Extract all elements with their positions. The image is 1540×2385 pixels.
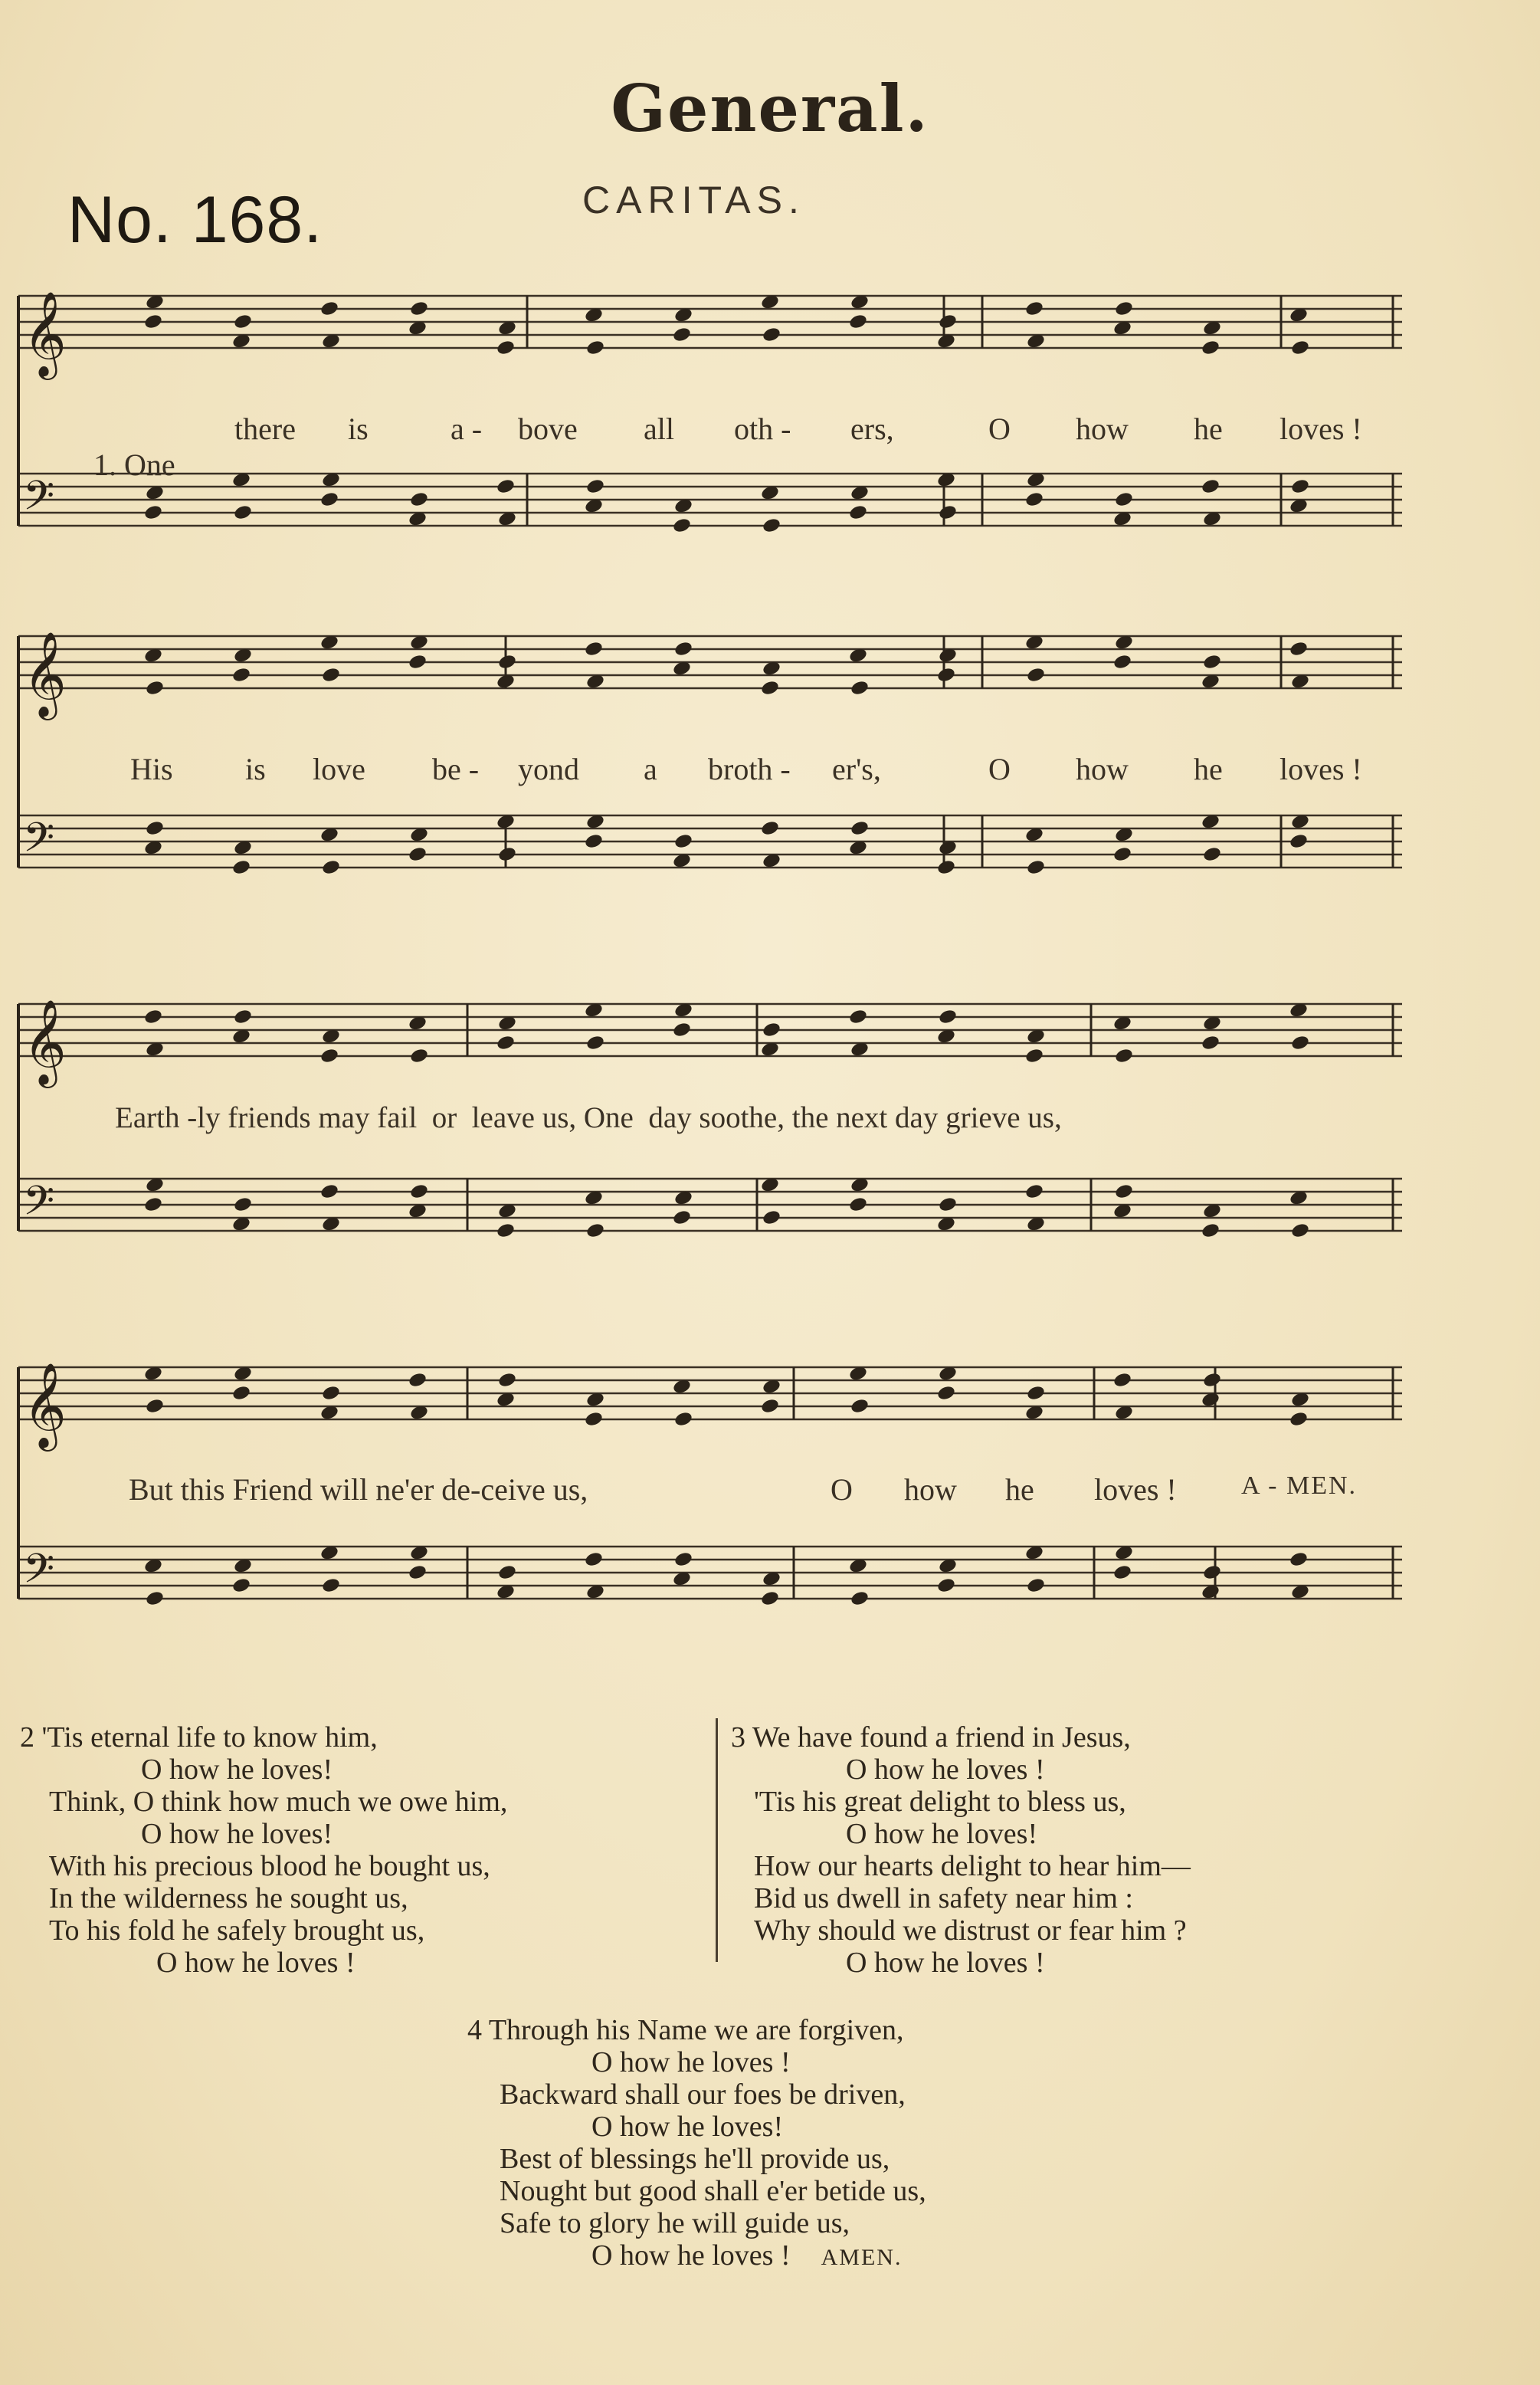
note-head xyxy=(1202,1371,1222,1388)
verse-line: Safe to glory he will guide us, xyxy=(500,2207,850,2239)
lyric-word: yond xyxy=(518,752,579,786)
note-head xyxy=(760,1589,780,1606)
lyric-word: His xyxy=(130,752,173,786)
note-head xyxy=(1026,858,1046,875)
bar-lines xyxy=(18,296,1393,1599)
note-head xyxy=(497,845,517,862)
verse-refrain: O how he loves! xyxy=(141,1818,333,1850)
note-head xyxy=(321,1576,341,1593)
verse-refrain: O how he loves! xyxy=(141,1753,333,1786)
bass-clef: 𝄢 xyxy=(23,1178,55,1235)
note-head xyxy=(585,477,605,494)
note-head xyxy=(673,832,693,849)
note-head xyxy=(936,858,956,875)
note-head xyxy=(760,679,780,696)
verse-line: Think, O think how much we owe him, xyxy=(49,1786,508,1818)
lyric-word: O xyxy=(988,412,1011,446)
note-head xyxy=(585,1034,605,1051)
verse-line: In the wilderness he sought us, xyxy=(49,1882,408,1914)
note-head xyxy=(1026,666,1046,683)
amen-tag: AMEN. xyxy=(821,2245,903,2270)
lyric-word: O xyxy=(831,1472,853,1507)
note-head xyxy=(145,1397,165,1414)
verse-refrain xyxy=(467,2239,926,2274)
note-head xyxy=(1024,490,1044,507)
verse-line: Best of blessings he'll provide us, xyxy=(500,2143,890,2175)
note-head xyxy=(1201,1034,1221,1051)
verse-line: 'Tis his great delight to bless us, xyxy=(754,1786,1126,1818)
note-head xyxy=(496,477,516,494)
lyric-word: loves ! xyxy=(1280,752,1362,786)
note-head xyxy=(1114,1047,1134,1064)
note-head xyxy=(848,504,868,520)
verse-refrain: O how he loves ! xyxy=(846,1947,1045,1979)
lyric-line-3: Earth -ly friends may fail or leave us, One day soothe, the next day grieve us, xyxy=(115,1101,1062,1134)
note-head xyxy=(143,1196,163,1212)
note-head xyxy=(1112,653,1132,670)
note-head xyxy=(409,1183,429,1199)
note-head xyxy=(1112,1563,1132,1580)
note-head xyxy=(1201,1222,1221,1238)
treble-clef: 𝄞 xyxy=(23,290,67,376)
note-head xyxy=(936,666,956,683)
lyric-word: is xyxy=(348,412,369,446)
note-head xyxy=(409,490,429,507)
verse-2 xyxy=(20,1721,507,1979)
bass-clef: 𝄢 xyxy=(23,815,55,871)
lyric-word: But this Friend will ne'er de-ceive us, xyxy=(129,1472,588,1507)
note-head xyxy=(231,1576,251,1593)
verse-line: 4 Through his Name we are forgiven, xyxy=(467,2014,904,2046)
lyric-word: how xyxy=(1076,412,1129,446)
note-head xyxy=(1112,845,1132,862)
note-head xyxy=(673,640,693,657)
note-head xyxy=(408,1563,428,1580)
lyric-word: loves ! xyxy=(1280,412,1362,446)
verse-line: Nought but good shall e'er betide us, xyxy=(500,2175,926,2207)
verse-refrain: O how he loves ! xyxy=(156,1947,356,1979)
verse-refrain: O how he loves ! xyxy=(846,1753,1045,1786)
note-head xyxy=(585,1222,605,1238)
verse-line: With his precious blood he bought us, xyxy=(49,1850,490,1882)
note-head xyxy=(321,1384,341,1401)
note-head xyxy=(1024,1047,1044,1064)
section-title: General. xyxy=(611,71,929,146)
note-head xyxy=(938,1196,958,1212)
amen-lyric: A - MEN. xyxy=(1241,1471,1358,1500)
lyric-word: love xyxy=(313,752,365,786)
note-head xyxy=(584,640,604,657)
verse-line: How our hearts delight to hear him— xyxy=(754,1850,1191,1882)
note-head xyxy=(1114,1183,1134,1199)
note-head xyxy=(409,300,429,317)
note-head xyxy=(408,845,428,862)
note-head xyxy=(231,666,251,683)
note-head xyxy=(762,1021,781,1038)
treble-clef: 𝄞 xyxy=(23,999,67,1084)
verse-line: Backward shall our foes be driven, xyxy=(500,2078,906,2111)
lyric-word: ers, xyxy=(850,412,894,446)
note-head xyxy=(1112,1371,1132,1388)
verse-line: Why should we distrust or fear him ? xyxy=(754,1914,1187,1947)
note-head xyxy=(1290,477,1310,494)
note-head xyxy=(321,666,341,683)
note-head xyxy=(938,1008,958,1025)
note-head xyxy=(409,1047,429,1064)
note-head xyxy=(672,326,692,343)
note-head xyxy=(1290,339,1310,356)
note-head xyxy=(673,1550,693,1567)
note-head xyxy=(936,1576,956,1593)
note-head xyxy=(936,1384,956,1401)
note-head xyxy=(408,1371,428,1388)
note-head xyxy=(1290,1034,1310,1051)
note-head xyxy=(496,1222,516,1238)
note-head xyxy=(233,504,253,520)
note-head xyxy=(762,326,781,343)
note-head xyxy=(1114,490,1134,507)
lyric-word: broth - xyxy=(708,752,791,786)
note-head xyxy=(145,679,165,696)
verse-divider xyxy=(716,1718,718,1962)
note-head xyxy=(848,313,868,330)
lyric-word: be - xyxy=(432,752,480,786)
note-head xyxy=(143,1008,163,1025)
note-head xyxy=(1024,1183,1044,1199)
note-head xyxy=(1114,300,1134,317)
note-head xyxy=(319,300,339,317)
treble-clef: 𝄞 xyxy=(23,631,67,717)
lyric-word: he xyxy=(1005,1472,1034,1507)
verse-refrain: O how he loves! xyxy=(846,1818,1038,1850)
lyric-word: he xyxy=(1194,412,1223,446)
note-head xyxy=(850,1397,870,1414)
note-head xyxy=(762,517,781,533)
note-head xyxy=(850,1589,870,1606)
verse-line: 2 'Tis eternal life to know him, xyxy=(20,1721,378,1753)
note-head xyxy=(760,1397,780,1414)
note-head xyxy=(672,1209,692,1225)
note-head xyxy=(1202,1563,1222,1580)
lyric-word: a - xyxy=(451,412,483,446)
note-head xyxy=(1024,300,1044,317)
lyric-line-1 xyxy=(78,411,175,483)
note-head xyxy=(762,1209,781,1225)
staff-lines xyxy=(18,296,1402,1599)
note-head xyxy=(673,1410,693,1427)
lyric-word: er's, xyxy=(832,752,881,786)
note-head xyxy=(585,339,605,356)
lyric-word: he xyxy=(1194,752,1223,786)
verse-refrain: O how he loves! xyxy=(591,2111,784,2143)
note-head xyxy=(319,490,339,507)
verse-4 xyxy=(467,2014,926,2274)
note-head xyxy=(1289,832,1309,849)
note-head xyxy=(850,679,870,696)
bass-clef: 𝄢 xyxy=(23,473,55,530)
note-head xyxy=(1201,339,1221,356)
note-head xyxy=(672,1021,692,1038)
note-head xyxy=(1026,1384,1046,1401)
lyric-word: loves ! xyxy=(1094,1472,1177,1507)
note-head xyxy=(233,1008,253,1025)
lyric-word: there xyxy=(234,412,296,446)
note-head xyxy=(233,1196,253,1212)
lyric-word: oth - xyxy=(734,412,791,446)
note-head xyxy=(850,819,870,836)
note-head xyxy=(584,1550,604,1567)
note-head xyxy=(497,1563,517,1580)
note-head xyxy=(848,1196,868,1212)
note-head xyxy=(1289,1550,1309,1567)
note-head xyxy=(496,339,516,356)
verse-line: 3 We have found a friend in Jesus, xyxy=(731,1721,1131,1753)
note-head xyxy=(938,313,958,330)
note-head xyxy=(145,819,165,836)
note-head xyxy=(1201,477,1221,494)
note-head xyxy=(584,832,604,849)
note-head xyxy=(1289,640,1309,657)
note-head xyxy=(497,653,517,670)
lyric-word: all xyxy=(644,412,674,446)
note-head xyxy=(143,504,163,520)
verse-refrain: O how he loves ! xyxy=(591,2046,791,2078)
note-head xyxy=(938,504,958,520)
lyric-word: bove xyxy=(518,412,578,446)
note-head xyxy=(760,819,780,836)
note-head xyxy=(672,517,692,533)
verse-3 xyxy=(731,1721,1191,1979)
tune-name: CARITAS. xyxy=(582,179,805,221)
lyric-word: how xyxy=(1076,752,1129,786)
verse-refrain-text: O how he loves ! xyxy=(591,2239,791,2272)
lyric-word: 1. One xyxy=(93,448,175,482)
note-head xyxy=(1290,1222,1310,1238)
note-head xyxy=(496,1034,516,1051)
note-head xyxy=(143,313,163,330)
note-head xyxy=(1289,1410,1309,1427)
note-head xyxy=(321,858,341,875)
verse-line: To his fold he safely brought us, xyxy=(49,1914,425,1947)
verse-line: Bid us dwell in safety near him : xyxy=(754,1882,1133,1914)
note-head xyxy=(231,1384,251,1401)
note-head xyxy=(233,313,253,330)
note-head xyxy=(231,858,251,875)
note-head xyxy=(145,1589,165,1606)
note-head xyxy=(1026,1576,1046,1593)
lyric-word: O xyxy=(988,752,1011,786)
note-head xyxy=(584,1410,604,1427)
treble-clef: 𝄞 xyxy=(23,1362,67,1448)
note-head xyxy=(319,1183,339,1199)
lyric-word: how xyxy=(904,1472,957,1507)
note-head xyxy=(1202,653,1222,670)
note-head xyxy=(497,1371,517,1388)
note-heads xyxy=(143,294,1310,1607)
note-head xyxy=(319,1047,339,1064)
hymn-number: No. 168. xyxy=(67,183,323,257)
bass-clef: 𝄢 xyxy=(23,1546,55,1603)
note-head xyxy=(408,653,428,670)
note-head xyxy=(848,1008,868,1025)
note-head xyxy=(1202,845,1222,862)
lyric-word: is xyxy=(245,752,266,786)
lyric-word: a xyxy=(644,752,657,786)
